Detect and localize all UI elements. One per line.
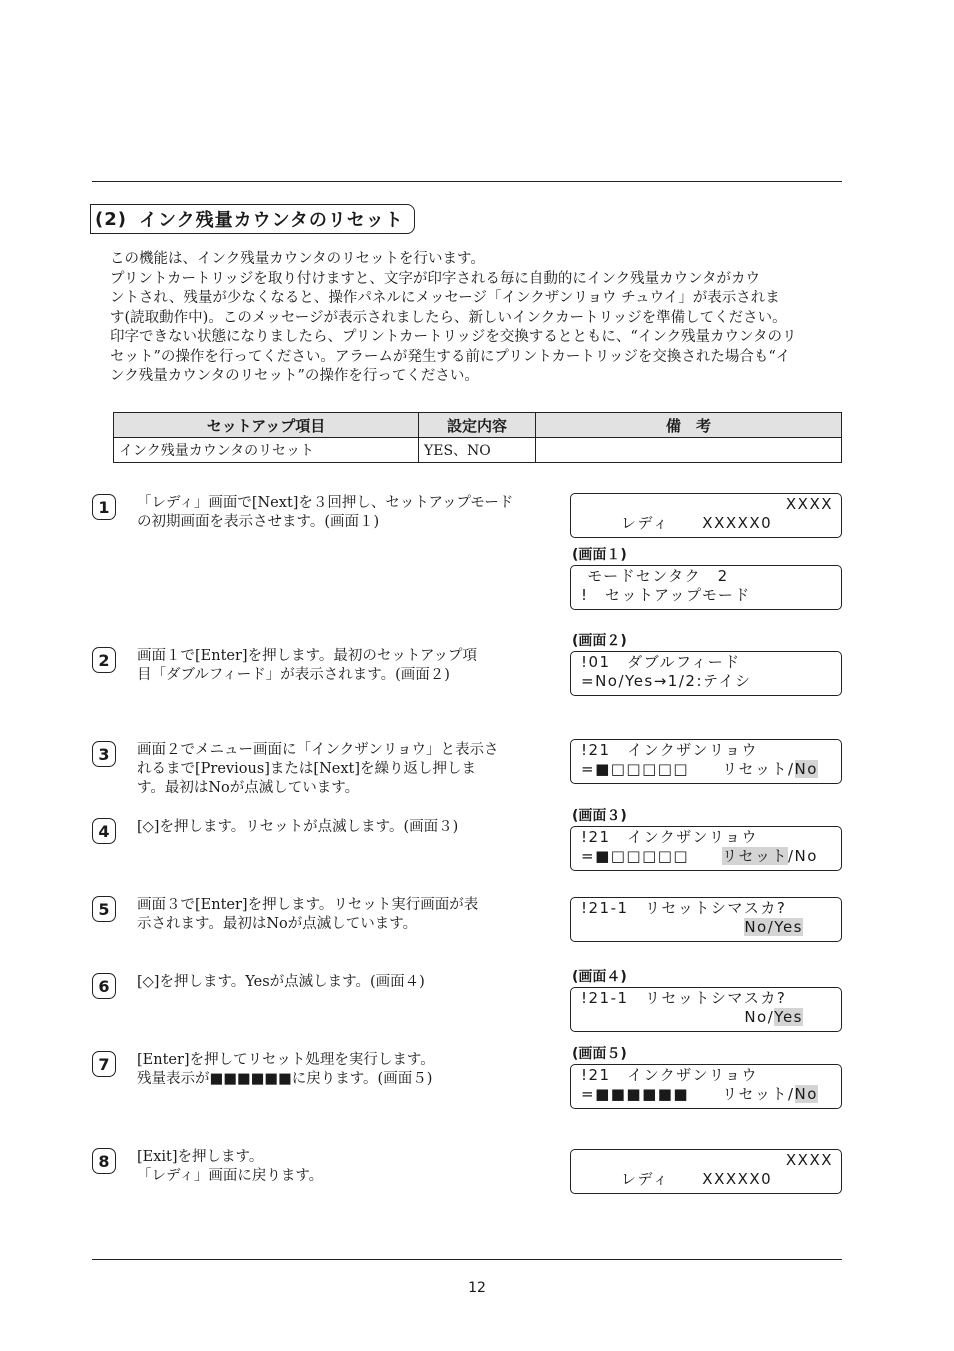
lcd-line (581, 918, 833, 937)
step-line: 「レディ」画面で[Next]を３回押し、セットアップモード (137, 495, 514, 511)
step-text (137, 973, 537, 992)
lcd-line: XXXX (785, 1151, 833, 1169)
step-line: れるまで[Previous]または[Next]を繰り返し押しま (137, 761, 477, 777)
step-number: 4 (92, 818, 116, 844)
step-line: 目「ダブルフィード」が表示されます。(画面２) (137, 667, 450, 683)
lcd-ink-menu (570, 739, 842, 784)
header-rule (92, 181, 842, 182)
lcd-line: !21 インクザンリョウ (581, 741, 759, 759)
intro-line: セット”の操作を行ってください。アラームが発生する前にプリントカートリッジを交換された場合も“イ (110, 348, 791, 365)
step-line: 残量表示が■■■■■■に戻ります。(画面５) (137, 1071, 433, 1087)
intro-line: この機能は、インク残量カウンタのリセットを行います。 (110, 251, 485, 267)
table-row (114, 438, 842, 463)
lcd-reset-confirm (570, 897, 842, 942)
lcd-line (581, 847, 833, 866)
page-number: 12 (468, 1280, 486, 1296)
footer-rule (92, 1259, 842, 1260)
lcd-line (581, 1085, 833, 1104)
step-text (137, 896, 537, 934)
lcd-line: !21 インクザンリョウ (581, 1066, 759, 1084)
step-line: の初期画面を表示させます。(画面１) (137, 514, 380, 530)
lcd-screen-5 (570, 1064, 842, 1109)
lcd-line: !21-1 リセットシマスカ? (581, 899, 787, 917)
cell-remarks (536, 438, 842, 463)
lcd-line: モードセンタク 2 (581, 567, 729, 585)
step-line: [Enter]を押してリセット処理を実行します。 (137, 1052, 435, 1068)
step-line: 示されます。最初はNoが点滅しています。 (137, 916, 418, 932)
section-heading: インク残量カウンタのリセット (138, 210, 404, 231)
lcd-screen-2 (570, 651, 842, 696)
lcd-line (581, 1008, 833, 1027)
lcd-reset-label: リセット/ (722, 1085, 795, 1103)
caption-screen-3: (画面３) (572, 808, 627, 824)
step-number: 7 (92, 1051, 116, 1077)
step-text (137, 647, 537, 685)
lcd-no-label: No/ (744, 1008, 775, 1026)
lcd-line: !21 インクザンリョウ (581, 828, 759, 846)
step-text (137, 494, 537, 532)
step-number: 1 (92, 494, 116, 520)
step-number: 8 (92, 1148, 116, 1174)
intro-line: 印字できない状態になりましたら、プリントカートリッジを交換するとともに、“インク残量カウンタのリ (110, 329, 797, 345)
lcd-line (581, 760, 833, 779)
step-line: 画面１で[Enter]を押します。最初のセットアップ項 (137, 648, 477, 664)
step-number: 5 (92, 896, 116, 922)
step-line: す。最初はNoが点滅しています。 (137, 780, 360, 796)
setup-table (113, 412, 842, 463)
intro-line: ントされ、残量が少なくなると、操作パネルにメッセージ「インクザンリョウ チュウイ」が表示されま (110, 290, 780, 306)
lcd-gauge: =■□□□□□ (581, 760, 723, 778)
lcd-reset-label: リセット/ (722, 760, 795, 778)
step-line: 「レディ」画面に戻ります。 (137, 1168, 324, 1184)
lcd-blink-reset: リセット (722, 847, 788, 865)
step-number: 3 (92, 741, 116, 767)
intro-line: ンク残量カウンタのリセット”の操作を行ってください。 (110, 368, 479, 384)
lcd-line: レディ XXXXX0 (621, 1170, 773, 1188)
step-text (137, 741, 537, 798)
lcd-ready-initial (570, 493, 842, 538)
intro-paragraph (110, 250, 840, 387)
section-number: (2) (95, 208, 127, 230)
lcd-blink-no: No (794, 1085, 818, 1103)
lcd-line: ! セットアップモード (581, 586, 751, 604)
step-number: 2 (92, 647, 116, 673)
step-line: 画面２でメニュー画面に「インクザンリョウ」と表示さ (137, 742, 499, 758)
header-setup-item: セットアップ項目 (114, 413, 419, 438)
lcd-no-label: /No (787, 847, 818, 865)
lcd-line: XXXX (785, 495, 833, 513)
lcd-gauge: =■■■■■■ (581, 1085, 723, 1103)
lcd-blink-yes: Yes (774, 1008, 803, 1026)
lcd-blink-no: No/Yes (744, 918, 803, 936)
lcd-line: =No/Yes→1/2:テイシ (581, 672, 752, 690)
header-remarks: 備 考 (536, 413, 842, 438)
caption-screen-5: (画面５) (572, 1046, 627, 1062)
intro-line: プリントカートリッジを取り付けますと、文字が印字される毎に自動的にインク残量カウンタがカウ (110, 270, 761, 287)
step-text (137, 1051, 537, 1089)
caption-screen-4: (画面４) (572, 969, 627, 985)
step-line: [◇]を押します。Yesが点滅します。(画面４) (137, 974, 425, 990)
cell-setting: YES、NO (419, 438, 536, 463)
lcd-screen-3 (570, 826, 842, 871)
step-number: 6 (92, 973, 116, 999)
cell-setup-item: インク残量カウンタのリセット (114, 438, 419, 463)
header-setting: 設定内容 (419, 413, 536, 438)
step-text (137, 1148, 537, 1186)
lcd-screen-4 (570, 987, 842, 1032)
step-line: [Exit]を押します。 (137, 1149, 264, 1165)
lcd-blink-no: No (794, 760, 818, 778)
lcd-line: レディ XXXXX0 (621, 514, 773, 532)
lcd-gauge: =■□□□□□ (581, 847, 723, 865)
section-title (90, 204, 415, 234)
caption-screen-2: (画面２) (572, 633, 627, 649)
step-text (137, 818, 537, 837)
caption-screen-1: (画面１) (572, 547, 627, 563)
step-line: [◇]を押します。リセットが点滅します。(画面３) (137, 819, 459, 835)
table-header-row (114, 413, 842, 438)
step-line: 画面３で[Enter]を押します。リセット実行画面が表 (137, 897, 479, 913)
lcd-screen-1 (570, 565, 842, 610)
intro-line: す(読取動作中)。このメッセージが表示されましたら、新しいインクカートリッジを準備してください。 (110, 309, 787, 326)
lcd-ready-final (570, 1149, 842, 1194)
lcd-line: !21-1 リセットシマスカ? (581, 989, 787, 1007)
lcd-line: !01 ダブルフィード (581, 653, 741, 671)
